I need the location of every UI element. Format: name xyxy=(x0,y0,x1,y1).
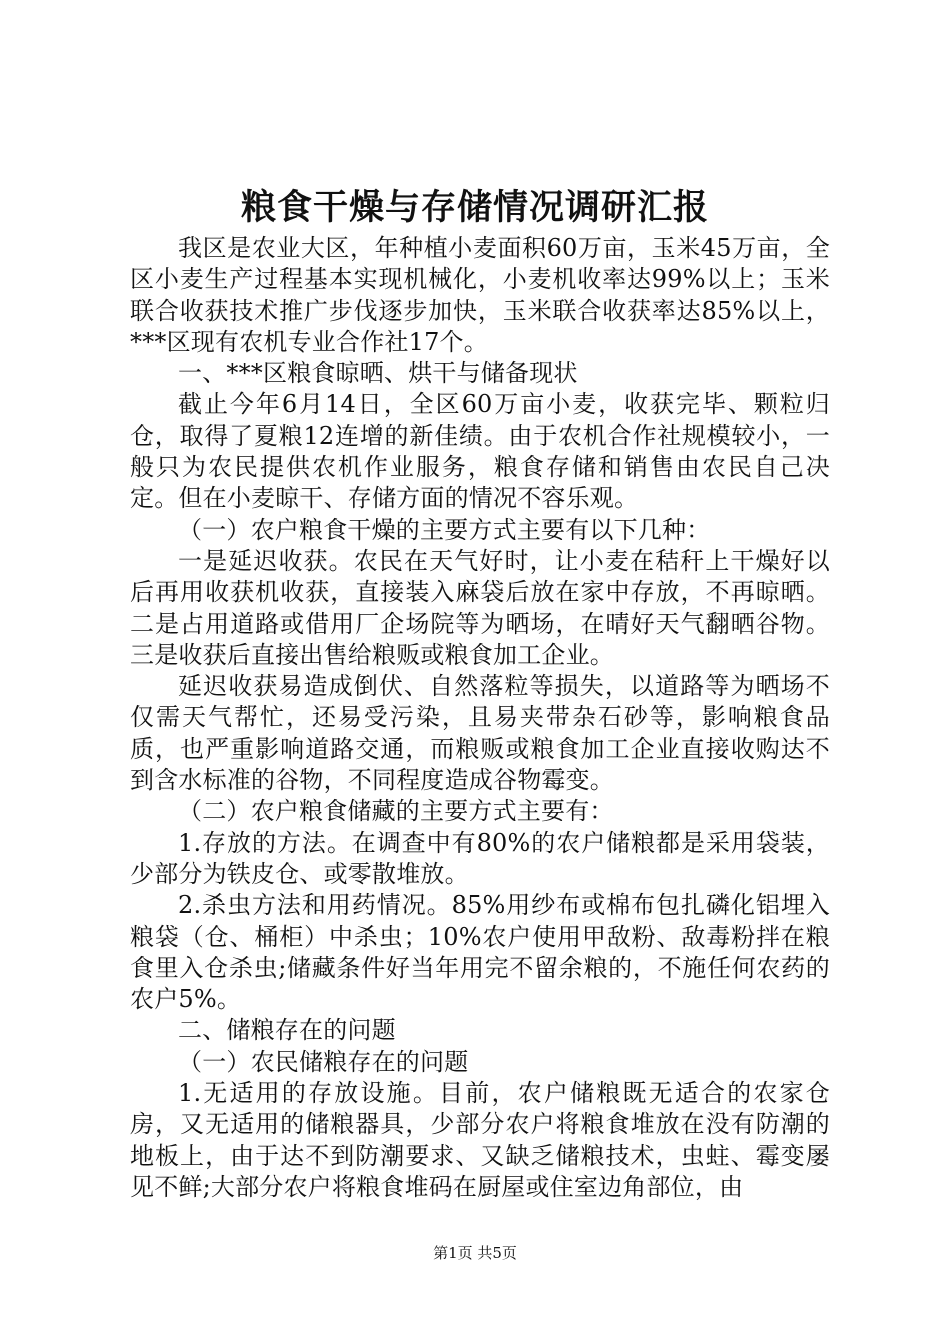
paragraph-intro: 我区是农业大区，年种植小麦面积60万亩，玉米45万亩，全区小麦生产过程基本实现机械化，小麦机收率达99%以上；玉米联合收获技术推广步伐逐步加快，玉米联合收获率达85%以上，***区现有农机专业合作社17个。 xyxy=(130,234,830,356)
document-title: 粮食干燥与存储情况调研汇报 xyxy=(240,188,709,228)
subsection-heading-storage: （二）农户粮食储藏的主要方式主要有： xyxy=(178,797,614,826)
paragraph-pest-control: 2.杀虫方法和用药情况。85%用纱布或棉布包扎磷化铝埋入粮袋（仓、桶柜）中杀虫；10%农户使用甲敌粉、敌毒粉拌在粮食里入仓杀虫;储藏条件好当年用完不留余粮的，不施任何农药的农户5%。 xyxy=(130,891,830,1014)
paragraph-drying-methods: 一是延迟收获。农民在天气好时，让小麦在秸秆上干燥好以后再用收获机收获，直接装入麻袋后放在家中存放，不再晾晒。二是占用道路或借用厂企场院等为晒场，在晴好天气翻晒谷物。三是收获后直接出售给粮贩或粮食加工企业。 xyxy=(130,546,830,669)
paragraph-storage-method: 1.存放的方法。在调查中有80%的农户储粮都是采用袋装，少部分为铁皮仓、或零散堆放。 xyxy=(130,828,830,888)
subsection-heading-drying: （一）农户粮食干燥的主要方式主要有以下几种： xyxy=(178,515,711,544)
paragraph-storage-facilities: 1.无适用的存放设施。目前，农户储粮既无适合的农家仓房，又无适用的储粮器具，少部分农户将粮食堆放在没有防潮的地板上，由于达不到防潮要求、又缺乏储粮技术，虫蛀、霉变屡见不鲜;大部分农户将粮食堆码在厨屋或住室边角部位，由 xyxy=(130,1079,830,1201)
paragraph-harvest-status: 截止今年6月14日，全区60万亩小麦，收获完毕、颗粒归仓，取得了夏粮12连增的新佳绩。由于农机合作社规模较小，一般只为农民提供农机作业服务，粮食存储和销售由农民自己决定。但在小麦晾干、存储方面的情况不容乐观。 xyxy=(130,390,830,513)
page-footer: 第1页 共5页 xyxy=(433,1244,517,1262)
section-heading-2: 二、储粮存在的问题 xyxy=(178,1016,396,1045)
section-heading-1: 一、***区粮食晾晒、烘干与储备现状 xyxy=(178,359,578,388)
paragraph-drying-problems: 延迟收获易造成倒伏、自然落粒等损失，以道路等为晒场不仅需天气帮忙，还易受污染，且易夹带杂石砂等，影响粮食品质，也严重影响道路交通，而粮贩或粮食加工企业直接收购达不到含水标准的谷物，不同程度造成谷物霉变。 xyxy=(130,672,830,795)
document-body xyxy=(130,233,830,1203)
subsection-heading-farmer-issues: （一）农民储粮存在的问题 xyxy=(178,1047,469,1076)
